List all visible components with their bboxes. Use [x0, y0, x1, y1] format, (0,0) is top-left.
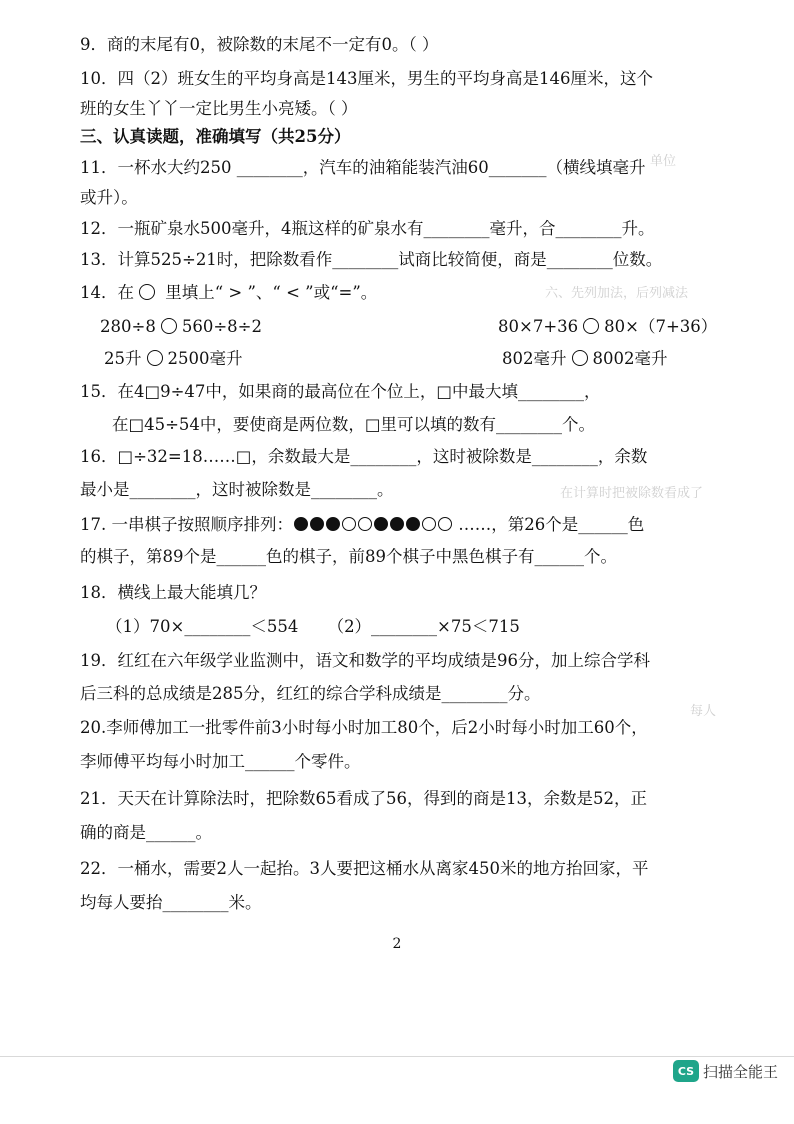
- question-17-suffix: ……，第26个是______色: [453, 515, 645, 534]
- question-22-line2: 均每人要抬________米。: [80, 893, 262, 912]
- expr: 80×7+36: [498, 317, 579, 336]
- question-15-line2: 在□45÷54中，要使商是两位数，□里可以填的数有________个。: [112, 415, 595, 434]
- expr: 80×（7+36）: [604, 317, 718, 336]
- question-19-line1: 19．红红在六年级学业监测中，语文和数学的平均成绩是96分，加上综合学科: [80, 651, 650, 670]
- bleed-text: 单位: [650, 154, 677, 169]
- question-18: 18．横线上最大能填几？: [80, 583, 266, 602]
- question-10-line2: 班的女生丫丫一定比男生小亮矮。（ ）: [80, 99, 358, 118]
- question-10-line1: 10．四（2）班女生的平均身高是143厘米，男生的平均身高是146厘米，这个: [80, 69, 653, 88]
- question-17-line2: 的棋子，第89个是______色的棋子，前89个棋子中黑色棋子有______个。: [80, 547, 617, 566]
- question-14-row2-right: [502, 348, 668, 370]
- question-14-row1-right: [498, 316, 717, 338]
- compare-circle-icon[interactable]: [161, 318, 177, 334]
- expr: 8002毫升: [592, 349, 668, 368]
- black-bead-icon: [390, 517, 404, 531]
- question-16-line2: 最小是________，这时被除数是________。: [80, 480, 394, 499]
- question-21-line2: 确的商是______。: [80, 823, 212, 842]
- black-bead-icon: [374, 517, 388, 531]
- compare-circle-icon[interactable]: [572, 350, 588, 366]
- question-22-line1: 22．一桶水，需要2人一起抬。3人要把这桶水从离家450米的地方抬回家，平: [80, 859, 649, 878]
- expr: 280÷8: [100, 317, 156, 336]
- compare-circle-icon[interactable]: [583, 318, 599, 334]
- black-bead-icon: [294, 517, 308, 531]
- bleed-text: 六、先列加法，后列减法: [545, 286, 689, 301]
- black-bead-icon: [310, 517, 324, 531]
- black-bead-icon: [406, 517, 420, 531]
- expr: 25升: [104, 349, 142, 368]
- question-16-line1: 16．□÷32=18……□，余数最大是________，这时被除数是________，余数: [80, 447, 648, 466]
- question-11-line1: 11．一杯水大约250 ________，汽车的油箱能装汽油60_______（横线填毫升: [80, 158, 646, 177]
- page-number: 2: [392, 936, 402, 952]
- compare-circle-icon[interactable]: [147, 350, 163, 366]
- question-19-line2: 后三科的总成绩是285分，红红的综合学科成绩是________分。: [80, 684, 541, 703]
- question-9: 9．商的末尾有0，被除数的末尾不一定有0。（ ）: [80, 35, 439, 54]
- expr: 560÷8÷2: [181, 317, 262, 336]
- question-20-line2: 李师傅平均每小时加工______个零件。: [80, 752, 361, 771]
- expr: 802毫升: [502, 349, 567, 368]
- question-14-suffix: 里填上“ > ”、“ < ”或“=”。: [160, 283, 378, 302]
- question-18-part1: （1）70×________＜554: [106, 617, 299, 636]
- question-17-prefix: 17. 一串棋子按照顺序排列：: [80, 515, 293, 534]
- white-bead-icon: [358, 517, 372, 531]
- question-14: [80, 282, 690, 304]
- question-13: 13．计算525÷21时，把除数看作________试商比较简便，商是________位数。: [80, 250, 663, 269]
- question-12: 12．一瓶矿泉水500毫升，4瓶这样的矿泉水有________毫升，合________升。: [80, 219, 655, 238]
- compare-circle-icon: [139, 284, 155, 300]
- question-14-prefix: 14．在: [80, 283, 134, 302]
- question-17-line1: [80, 514, 690, 536]
- question-18-parts: [106, 616, 690, 638]
- white-bead-icon: [422, 517, 436, 531]
- scanner-watermark: [673, 1060, 778, 1082]
- black-bead-icon: [326, 517, 340, 531]
- white-bead-icon: [342, 517, 356, 531]
- watermark-text: 扫描全能王: [702, 1062, 778, 1081]
- question-14-row1: [100, 316, 718, 338]
- bleed-text: 每人: [690, 704, 717, 719]
- white-bead-icon: [438, 517, 452, 531]
- question-18-part2: （2）________×75＜715: [327, 617, 520, 636]
- section-3-heading: 三、认真读题，准确填写（共25分）: [80, 127, 351, 146]
- question-20-line1: 20.李师傅加工一批零件前3小时每小时加工80个，后2小时每小时加工60个，: [80, 718, 648, 737]
- question-15-line1: 15．在4□9÷47中，如果商的最高位在个位上，□中最大填________，: [80, 382, 601, 401]
- camscanner-logo-icon: CS: [673, 1060, 699, 1082]
- bleed-text: 在计算时把被除数看成了: [560, 486, 704, 501]
- expr: 2500毫升: [167, 349, 243, 368]
- question-14-row2: [104, 348, 690, 370]
- question-11-line2: 或升）。: [80, 188, 138, 207]
- bead-sequence: [293, 515, 453, 534]
- question-21-line1: 21．天天在计算除法时，把除数65看成了56，得到的商是13，余数是52，正: [80, 789, 647, 808]
- scan-edge-divider: [0, 1056, 794, 1057]
